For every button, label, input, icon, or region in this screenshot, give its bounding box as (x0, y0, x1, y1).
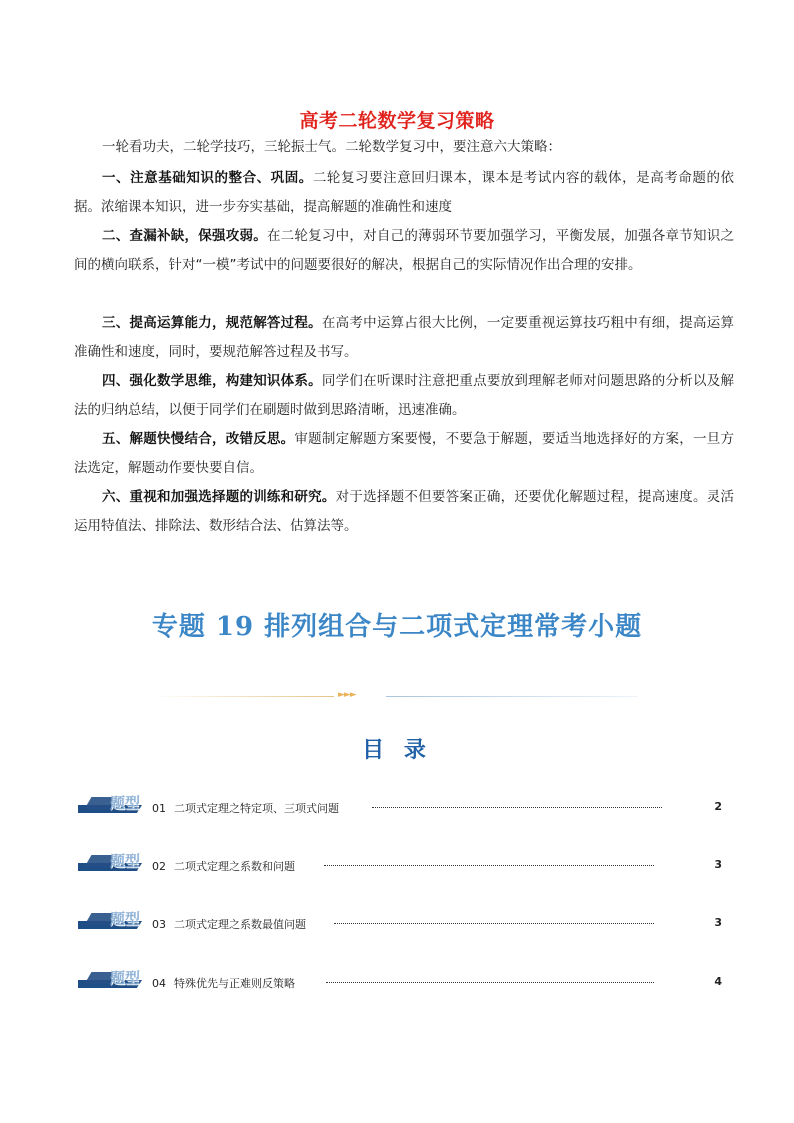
question-type-badge-icon (74, 853, 148, 873)
toc-entry-number: 02 (152, 860, 166, 873)
strategy-item-1 (74, 164, 734, 222)
strategy-item-body: 在高考中运算占很大比例，一定要重视运算技巧粗中有细，提高运算准确性和速度，同时，要规范解答过程及书写。 (74, 315, 735, 360)
toc-leader-dots (334, 923, 654, 924)
question-type-badge-icon (74, 795, 148, 815)
toc-entry-text (152, 975, 295, 991)
strategy-title: 高考二轮数学复习策略 (299, 110, 495, 132)
toc-entry-number: 03 (152, 918, 166, 931)
toc-page-number: 4 (714, 975, 722, 988)
divider-right (386, 696, 638, 697)
toc-entry[interactable] (74, 970, 734, 992)
question-type-badge-icon (74, 970, 148, 990)
strategy-item-body: 对于选择题不但要答案正确，还要优化解题过程，提高速度。灵活运用特值法、排除法、数形结合法、估算法等。 (74, 489, 735, 534)
strategy-item-6 (74, 483, 734, 541)
toc-entry-number: 01 (152, 802, 166, 815)
strategy-item-body: 在二轮复习中，对自己的薄弱环节要加强学习，平衡发展，加强各章节知识之间的横向联系，针对“一模”考试中的问题要很好的解决，根据自己的实际情况作出合理的安排。 (74, 228, 735, 273)
toc-leader-dots (324, 865, 654, 866)
toc-entry-title: 二项式定理之系数最值问题 (174, 918, 306, 931)
divider-left (152, 696, 334, 697)
strategy-item-heading: 六、重视和加强选择题的训练和研究。 (102, 489, 336, 505)
toc-entry-text (152, 858, 295, 874)
toc-title: 目 录 (362, 738, 432, 763)
toc-page-number: 3 (714, 916, 722, 929)
strategy-item-2 (74, 222, 734, 280)
toc-page-number: 3 (714, 858, 722, 871)
toc-page-number: 2 (714, 800, 722, 813)
toc-entry[interactable] (74, 795, 734, 817)
strategy-item-heading: 四、强化数学思维，构建知识体系。 (102, 373, 322, 389)
strategy-intro: 一轮看功夫，二轮学技巧，三轮振士气。二轮数学复习中，要注意六大策略： (102, 139, 561, 155)
strategy-item-heading: 二、查漏补缺，保强攻弱。 (102, 228, 267, 244)
toc-entry-number: 04 (152, 977, 166, 990)
strategy-item-body: 审题制定解题方案要慢，不要急于解题，要适当地选择好的方案，一旦方法选定，解题动作要快要自信。 (74, 431, 734, 476)
toc-leader-dots (372, 807, 662, 808)
strategy-item-body: 二轮复习要注意回归课本，课本是考试内容的载体，是高考命题的依据。浓缩课本知识，进一步夯实基础，提高解题的准确性和速度 (74, 170, 735, 215)
toc-entry-text (152, 800, 339, 816)
strategy-item-heading: 五、解题快慢结合，改错反思。 (102, 431, 295, 447)
strategy-item-4 (74, 367, 734, 425)
badge-label: 题型 (110, 852, 141, 870)
toc-entry[interactable] (74, 911, 734, 933)
strategy-item-heading: 一、注意基础知识的整合、巩固。 (102, 170, 313, 186)
toc-entry-title: 二项式定理之系数和问题 (174, 860, 295, 873)
strategy-item-body: 同学们在听课时注意把重点要放到理解老师对问题思路的分析以及解法的归纳总结，以便于同学们在刷题时做到思路清晰，迅速准确。 (74, 373, 735, 418)
toc-entry-title: 二项式定理之特定项、三项式问题 (174, 802, 339, 815)
divider-arrows-icon: ►►► (338, 690, 356, 700)
badge-label: 题型 (110, 969, 141, 987)
strategy-item-5 (74, 425, 734, 483)
question-type-badge-icon (74, 911, 148, 931)
toc-leader-dots (326, 982, 654, 983)
toc-entry-title: 特殊优先与正难则反策略 (174, 977, 295, 990)
badge-label: 题型 (110, 910, 141, 928)
strategy-item-heading: 三、提高运算能力，规范解答过程。 (102, 315, 322, 331)
topic-title: 专题 19 排列组合与二项式定理常考小题 (151, 612, 643, 642)
badge-label: 题型 (110, 794, 141, 812)
toc-entry-text (152, 916, 306, 932)
toc-entry[interactable] (74, 853, 734, 875)
strategy-item-3 (74, 309, 734, 367)
